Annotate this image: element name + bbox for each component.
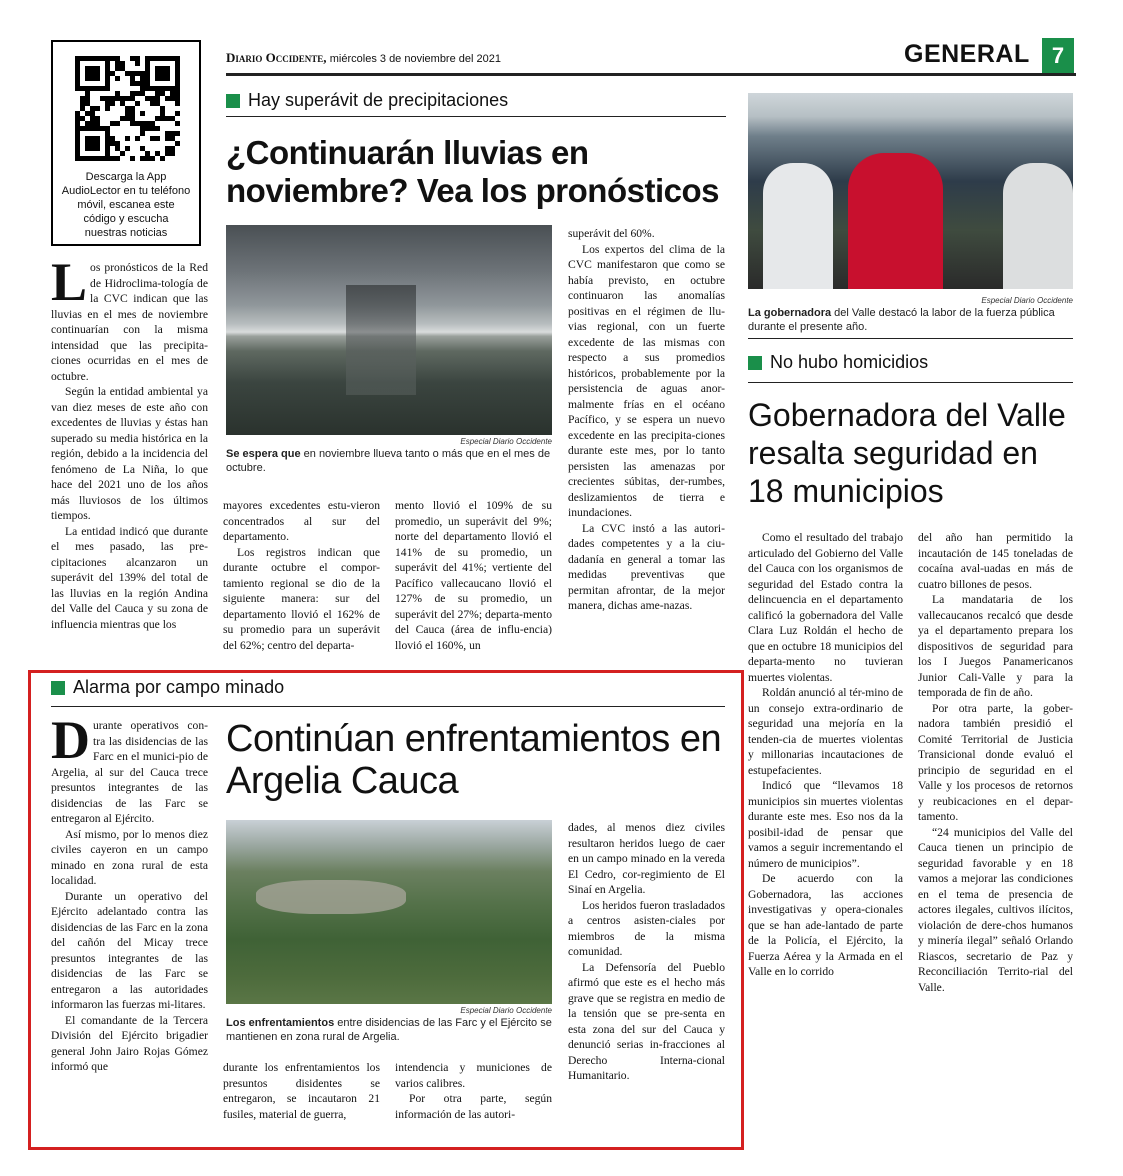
person-right — [1003, 163, 1073, 289]
paragraph: Según la entidad ambiental ya van diez meses de este año con excedentes de lluvias y éstas han superado su media histórica en la región, debido a la incidencia del fenómeno de La Niña, lo que hace del 2021 uno de los años más lluviosos de los últimos tiempos. — [51, 385, 208, 522]
paragraph: La entidad indicó que durante el mes pasado, las pre-cipitaciones alcanzaron un superávit del 139% del total de las lluvias en la región Andina del Valle del Cauca y su zona de influencia mientras que los — [51, 524, 208, 631]
article1-dropcap: L — [51, 252, 88, 312]
article3-col3 — [395, 1060, 552, 1122]
header-rule — [226, 73, 1076, 76]
article3-kicker: Alarma por campo minado — [51, 677, 284, 698]
qr-box-text: Descarga la App AudioLector en tu teléfono móvil, escanea este código y escucha nuestras noticias — [61, 171, 191, 239]
paragraph: Roldán anunció al tér-mino de un consejo extra-ordinario de seguridad una mejoría en la tenden-cia de muertes violentas y millonarias incautaciones de estupefacientes. — [748, 686, 903, 777]
paragraph: Durante un operativo del Ejército adelantado contra las disidencias de las Farc en la zona del cañón del Micay trece presuntos integrantes de las disidencias de las Farc se entregaron a las autoridades informaron las fuerzas mi-litares. — [51, 889, 208, 1011]
paragraph: durante los enfrentamientos los presuntos disidentes se entregaron, se incautaron 21 fusiles, material de guerra, — [223, 1061, 380, 1121]
paragraph: dades, al menos diez civiles resultaron heridos luego de caer en un campo minado en la vereda El Cedro, cor-regimiento de El Sinaí en Argelia. — [568, 821, 725, 896]
paragraph: Como el resultado del trabajo articulado del Gobierno del Valle del Cauca con los organismos de seguridad del Estado contra la delincuencia en el departamento calificó la gobernadora del Valle Clara Luz Roldán el hecho de que en octubre 18 municipios del departa-mento no tuvieran muertes violentas. — [748, 531, 903, 684]
paper-name: Diario Occidente, — [226, 50, 327, 65]
article1-col4 — [568, 226, 725, 614]
qr-box — [51, 40, 201, 246]
article1-photo — [226, 225, 552, 435]
article3-col4 — [568, 820, 725, 1084]
paragraph: os pronósticos de la Red de Hidroclima-tología de la CVC indican que las lluvias en el mes de noviembre continuarían con la misma intensidad que las precipita-ciones ocurridas en el mes de octubre. — [51, 261, 208, 383]
article1-kicker: Hay superávit de precipitaciones — [226, 90, 508, 111]
paragraph: mento llovió el 109% de su promedio, un superávit del 9%; norte del departamento llovió el 141% de su promedio, un superávit del 41%; vertiente del Pacífico vallecaucano llovió el 127% de su promedio, un superávit del 27%; departa-mento del Cauca (área de influ-encia) llovió el 160%, un — [395, 499, 552, 652]
article2-caption-rule — [748, 338, 1073, 339]
paragraph: De acuerdo con la Gobernadora, las acciones investigativas y opera-cionales que se han ade-lantado de parte de la Policía, el Ejército, la Fuerza Aérea y la Armada en el Valle en lo corrido — [748, 872, 903, 978]
article3-headline: Continúan enfrentamientos en Argelia Cauca — [226, 718, 722, 802]
paragraph: La CVC instó a las autori-dades competentes y a la ciu-dadanía en general a tomar las medidas preventivas que permitan afrontar, de la mejor manera, dichas ame-nazas. — [568, 521, 725, 612]
article2-col1 — [748, 530, 903, 980]
article3-kicker-rule — [51, 706, 725, 707]
issue-date: miércoles 3 de noviembre del 2021 — [329, 53, 501, 65]
rain-shaft — [346, 285, 416, 395]
article3-photo-credit: Especial Diario Occidente — [460, 1006, 552, 1015]
paragraph: Así mismo, por lo menos diez civiles cayeron en un campo minado en zona rural de esta localidad. — [51, 827, 208, 887]
paragraph: superávit del 60%. — [568, 227, 655, 240]
qr-code-icon — [75, 56, 180, 161]
paragraph: Los registros indican que durante octubre el compor-tamiento regional se dio de la siguiente manera: sur del departamento llovió el 162% de su promedio para un superávit del 62%; centro del departa- — [223, 545, 380, 652]
paragraph: Por otra parte, según información de las autori- — [395, 1092, 552, 1121]
person-left — [763, 163, 833, 289]
article2-col2 — [918, 530, 1073, 995]
article3-caption: Los enfrentamientos entre disidencias de las Farc y el Ejército se mantienen en zona rural de Argelia. — [226, 1017, 552, 1043]
article3-col1 — [51, 710, 208, 1075]
article2-photo-credit: Especial Diario Occidente — [981, 296, 1073, 305]
article2-caption: La gobernadora del Valle destacó la labor de la fuerza pública durante el presente año. — [748, 307, 1055, 333]
paragraph: intendencia y municiones de varios calibres. — [395, 1061, 552, 1090]
article2-headline: Gobernadora del Valle resalta seguridad en 18 municipios — [748, 397, 1066, 509]
paragraph: Los heridos fueron trasladados a centros asisten-ciales por miembros de la misma comunidad. — [568, 898, 725, 958]
article1-headline: ¿Continuarán lluvias en noviembre? Vea los pronósticos — [226, 134, 719, 209]
green-square-icon — [51, 681, 65, 695]
article1-col3 — [395, 498, 552, 653]
green-square-icon — [226, 94, 240, 108]
article1-col2 — [223, 498, 380, 653]
paragraph: Por otra parte, la gober-nadora también presidió el Comité Territorial de Justicia Transicional donde evaluó el principio de seguridad en el Valle y los procesos de retornos y reubicaciones en el depar-tamento. — [918, 701, 1073, 823]
article2-kicker-rule — [748, 382, 1073, 383]
town-area — [256, 880, 406, 914]
paragraph: El comandante de la Tercera División del Ejército brigadier general John Jairo Rojas Gómez informó que — [51, 1013, 208, 1073]
article1-caption: Se espera que en noviembre llueva tanto o más que en el mes de octubre. — [226, 448, 551, 474]
paragraph: Indicó que “llevamos 18 municipios sin muertes violentas durante este mes. Eso nos da la posibil-idad de pensar que vamos a seguir incrementando el número de municipios”. — [748, 779, 903, 870]
article2-photo — [748, 93, 1073, 289]
paragraph: La Defensoría del Pueblo afirmó que este es el hecho más grave que se registra en medio de la tensión que se pre-senta en esta zona del sur del Cauca y denunció serias in-fracciones al Derecho Interna-cional Humanitario. — [568, 960, 725, 1082]
article2-kicker: No hubo homicidios — [748, 352, 928, 373]
paragraph: Los expertos del clima de la CVC manifestaron que como se había previsto, en octubre continuaron las anomalías positivas en el régimen de llu-vias regional, con un fuerte excedente de las mismas con respecto a sus promedios históricos, probablemente por la persistencia de aguas anor-malmente frías en el océano Pacífico, y se espera un nuevo excedente en las precipita-ciones durante este mes, por lo tanto persisten las amenazas por crecientes súbitas, der-rumbes, deslizamientos de tierra e inundaciones. — [568, 242, 725, 519]
paragraph: urante operativos con-tra las disidencias de las Farc en el munici-pio de Argelia, al sur del Cauca trece presuntos integrantes de las disidencias de las Farc se entregaron al Ejército. — [51, 719, 208, 825]
article3-photo — [226, 820, 552, 1004]
paragraph: “24 municipios del Valle del Cauca tienen un principio de seguridad favorable y en 18 vamos a mejorar las condiciones en el tema de presencia de actores ilegales, cultivos ilícitos, violación de dere-chos humanos y minería ilegal” señaló Orlando Riascos, secretario de Paz y Reconciliación Territo-rial del Valle. — [918, 825, 1073, 994]
green-square-icon — [748, 356, 762, 370]
paragraph: mayores excedentes estu-vieron concentrados al sur del departamento. — [223, 499, 380, 543]
article1-kicker-rule — [226, 116, 726, 117]
paragraph: La mandataria de los vallecaucanos recalcó que desde ya el departamento prepara los dispositivos de seguridad para los I Juegos Panamericanos Junior Cali-Valle y para la temporada de fin de año. — [918, 593, 1073, 699]
page-number: 7 — [1042, 38, 1074, 74]
page-header — [226, 38, 1076, 78]
article3-col2 — [223, 1060, 380, 1122]
section-title: GENERAL — [904, 40, 1030, 68]
person-center — [848, 153, 943, 289]
paragraph: del año han permitido la incautación de 145 toneladas de cocaína aval-uadas en más de cuatro billones de pesos. — [918, 531, 1073, 591]
article1-col1 — [51, 252, 208, 632]
article3-dropcap: D — [51, 710, 90, 770]
article1-photo-credit: Especial Diario Occidente — [460, 437, 552, 446]
